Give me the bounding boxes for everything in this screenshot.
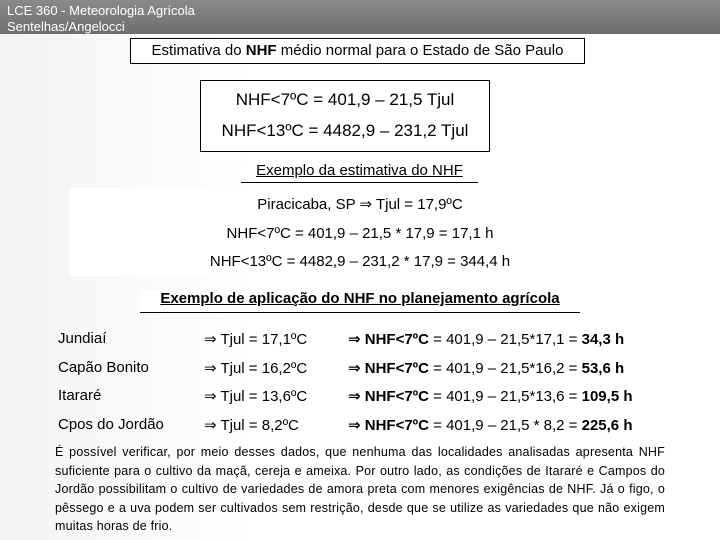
title-bold: NHF bbox=[245, 42, 277, 59]
calc-result: 225,6 h bbox=[581, 417, 633, 434]
title-suffix: médio normal para o Estado de São Paulo bbox=[276, 42, 564, 59]
city-row bbox=[0, 416, 720, 440]
city-row bbox=[0, 387, 720, 411]
city-name: Capão Bonito bbox=[58, 359, 149, 376]
city-tjul: ⇒ Tjul = 8,2ºC bbox=[204, 417, 299, 434]
city-calc bbox=[348, 387, 633, 405]
calc-result: 53,6 h bbox=[581, 360, 625, 377]
city-calc bbox=[348, 330, 624, 348]
calc-result: 34,3 h bbox=[581, 331, 625, 348]
author-label: Sentelhas/Angelocci bbox=[7, 19, 125, 34]
formula-nhf13: NHF<13ºC = 4482,9 – 231,2 Tjul bbox=[221, 121, 469, 140]
example-title-text: Exemplo da estimativa do NHF bbox=[256, 162, 463, 179]
calc-label: ⇒ NHF<7ºC bbox=[348, 360, 429, 377]
example-line-location: Piracicaba, SP ⇒ Tjul = 17,9ºC bbox=[257, 196, 463, 213]
title-prefix: Estimativa do bbox=[151, 42, 246, 59]
course-label: LCE 360 - Meteorologia Agrícola bbox=[7, 3, 195, 18]
city-name: Cpos do Jordão bbox=[58, 416, 164, 433]
calc-label: ⇒ NHF<7ºC bbox=[348, 417, 429, 434]
city-tjul: ⇒ Tjul = 13,6ºC bbox=[204, 388, 308, 405]
city-calc bbox=[348, 416, 632, 434]
city-name: Itararé bbox=[58, 387, 102, 404]
calc-expr: = 401,9 – 21,5*16,2 = bbox=[428, 360, 582, 377]
application-title bbox=[140, 290, 580, 313]
city-tjul: ⇒ Tjul = 17,1ºC bbox=[204, 331, 308, 348]
city-tjul: ⇒ Tjul = 16,2ºC bbox=[204, 360, 308, 377]
slide-title bbox=[130, 38, 585, 64]
example-title bbox=[241, 162, 478, 183]
city-row bbox=[0, 359, 720, 383]
calc-result: 109,5 h bbox=[581, 388, 633, 405]
calc-expr: = 401,9 – 21,5 * 8,2 = bbox=[428, 417, 582, 434]
city-calc bbox=[348, 359, 624, 377]
calc-label: ⇒ NHF<7ºC bbox=[348, 388, 429, 405]
example-line-nhf13: NHF<13ºC = 4482,9 – 231,2 * 17,9 = 344,4 h bbox=[209, 253, 511, 270]
calc-label: ⇒ NHF<7ºC bbox=[348, 331, 429, 348]
city-name: Jundiaí bbox=[58, 330, 107, 347]
conclusion-paragraph: É possível verificar, por meio desses dados, que nenhuma das localidades analisadas apresenta NHF suficiente para o cultivo da maçã, cereja e ameixa. Por outro lado, as condições de Itararé e Campos do Jordão possibilitam o cultivo de variedades de amora preta com menores exigências de NHF. Já o figo, o pêssego e a uva podem ser cultivados sem restrição, desde que se utilize as variedades que não exigem muitas horas de frio. bbox=[55, 445, 665, 533]
calc-expr: = 401,9 – 21,5*17,1 = bbox=[428, 331, 582, 348]
application-title-text: Exemplo de aplicação do NHF no planejamento agrícola bbox=[160, 290, 560, 307]
calc-expr: = 401,9 – 21,5*13,6 = bbox=[428, 388, 582, 405]
formula-nhf7: NHF<7ºC = 401,9 – 21,5 Tjul bbox=[235, 90, 455, 109]
example-line-nhf7: NHF<7ºC = 401,9 – 21,5 * 17,9 = 17,1 h bbox=[226, 225, 494, 242]
city-row bbox=[0, 330, 720, 354]
example-panel bbox=[70, 188, 650, 276]
formula-box bbox=[200, 80, 490, 152]
